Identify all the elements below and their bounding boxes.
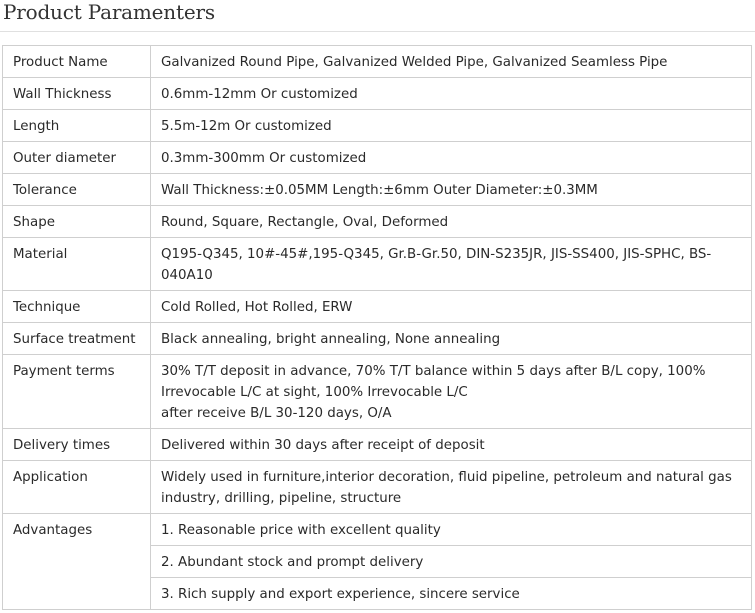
row-value: Galvanized Round Pipe, Galvanized Welded Pipe, Galvanized Seamless Pipe (151, 46, 752, 78)
row-label: Material (3, 238, 151, 291)
row-value: 3. Rich supply and export experience, sincere service (151, 578, 752, 610)
row-value: Cold Rolled, Hot Rolled, ERW (151, 291, 752, 323)
product-parameters-table (2, 45, 752, 610)
payment-terms-line: 30% T/T deposit in advance, 70% T/T balance within 5 days after B/L copy, 100% Irrevocable L/C at sight, 100% Irrevocable L/C (161, 364, 706, 400)
row-value: Delivered within 30 days after receipt of deposit (151, 429, 752, 461)
row-value: 2. Abundant stock and prompt delivery (151, 546, 752, 578)
row-value: 0.6mm-12mm Or customized (151, 78, 752, 110)
row-label: Wall Thickness (3, 78, 151, 110)
table-row (3, 142, 752, 174)
page-title: Product Paramenters (3, 0, 215, 24)
row-label: Payment terms (3, 355, 151, 429)
row-value: Wall Thickness:±0.05MM Length:±6mm Outer Diameter:±0.3MM (151, 174, 752, 206)
row-label: Technique (3, 291, 151, 323)
row-label: Length (3, 110, 151, 142)
table-row (3, 291, 752, 323)
row-label: Outer diameter (3, 142, 151, 174)
row-value: 0.3mm-300mm Or customized (151, 142, 752, 174)
row-label: Delivery times (3, 429, 151, 461)
row-value: 5.5m-12m Or customized (151, 110, 752, 142)
table-row (3, 461, 752, 514)
row-label: Application (3, 461, 151, 514)
row-label: Advantages (3, 514, 151, 610)
table-row (3, 238, 752, 291)
payment-terms-line: after receive B/L 30-120 days, O/A (161, 406, 392, 421)
row-label: Product Name (3, 46, 151, 78)
row-value (151, 355, 752, 429)
table-row (3, 514, 752, 546)
table-row (3, 46, 752, 78)
title-divider (0, 31, 755, 32)
row-value: 1. Reasonable price with excellent quality (151, 514, 752, 546)
table-row (3, 174, 752, 206)
table-row (3, 78, 752, 110)
table-row (3, 323, 752, 355)
row-value: Widely used in furniture,interior decoration, fluid pipeline, petroleum and natural gas industry, drilling, pipeline, structure (151, 461, 752, 514)
row-value: Round, Square, Rectangle, Oval, Deformed (151, 206, 752, 238)
table-row (3, 355, 752, 429)
row-value: Black annealing, bright annealing, None annealing (151, 323, 752, 355)
row-value: Q195-Q345, 10#-45#,195-Q345, Gr.B-Gr.50, DIN-S235JR, JIS-SS400, JIS-SPHC, BS-040A10 (151, 238, 752, 291)
row-label: Shape (3, 206, 151, 238)
row-label: Tolerance (3, 174, 151, 206)
table-row (3, 206, 752, 238)
table-row (3, 429, 752, 461)
row-label: Surface treatment (3, 323, 151, 355)
table-row (3, 110, 752, 142)
